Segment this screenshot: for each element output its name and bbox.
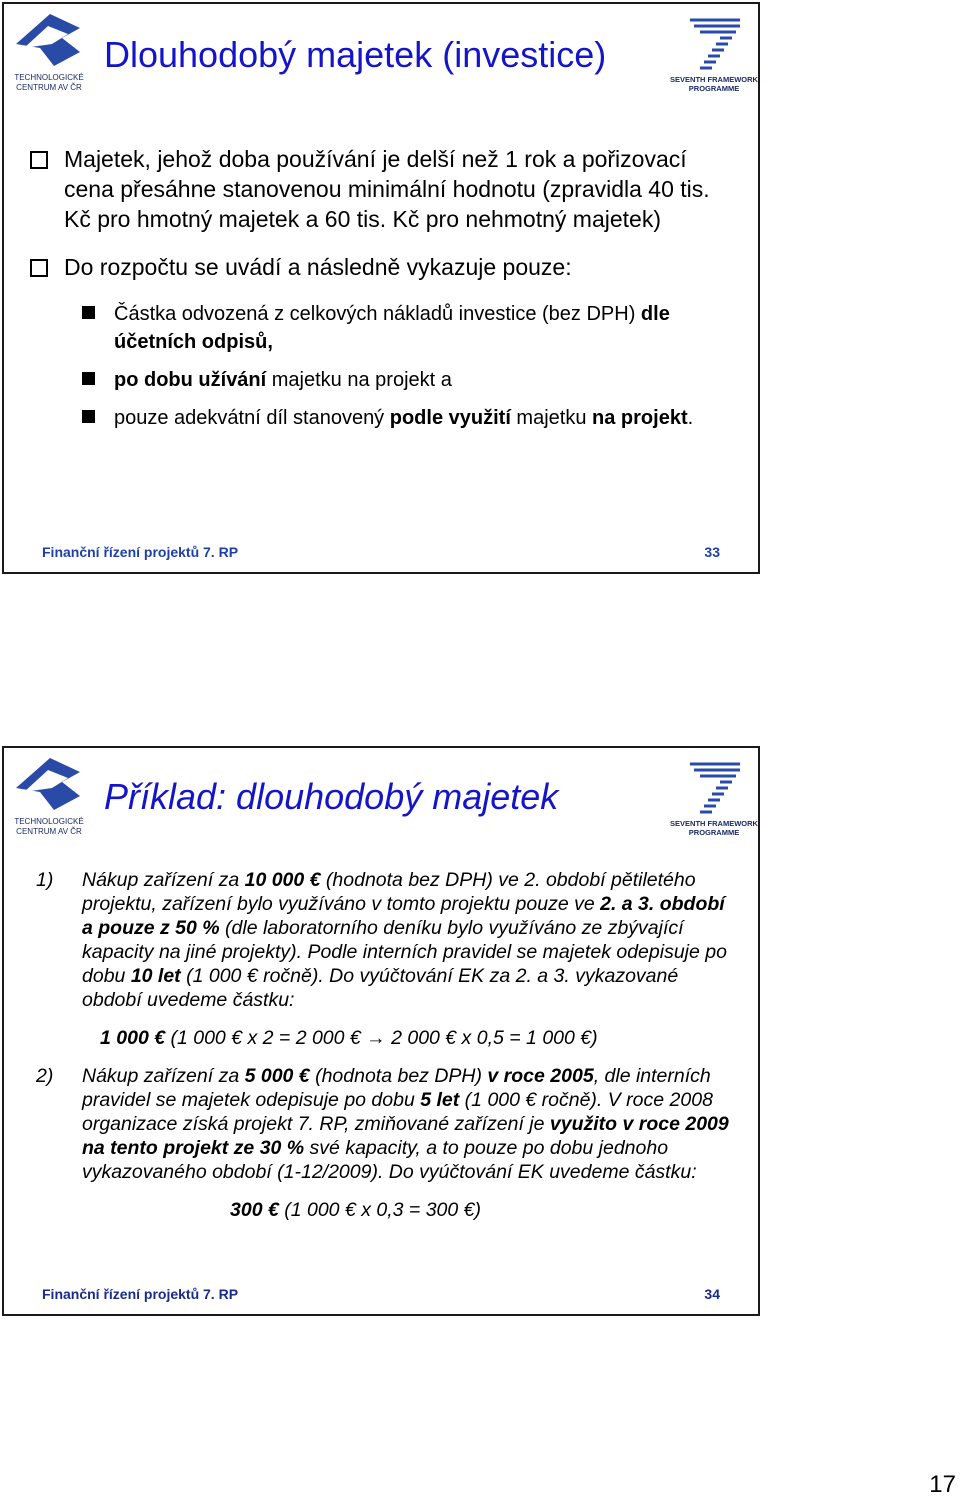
technologicke-centrum-logo xyxy=(10,752,88,838)
slide-footer xyxy=(42,544,720,560)
svg-text:CENTRUM AV ČR: CENTRUM AV ČR xyxy=(16,827,82,836)
formula-text: (1 000 € x 2 = 2 000 € → 2 000 € x 0,5 = 1 000 €) xyxy=(165,1027,598,1049)
example-text: (1 000 € ročně). Do vyúčtování EK za 2. a 3. vykazované období uvedeme částku: xyxy=(82,965,679,1011)
example-bold: 2. a 3. období a pouze z 50 % xyxy=(82,893,725,939)
hollow-square-bullet-icon xyxy=(30,259,48,277)
slide-footer xyxy=(42,1286,720,1302)
svg-text:PROGRAMME: PROGRAMME xyxy=(688,828,740,837)
example-text: Nákup zařízení za xyxy=(82,869,245,891)
sub-bullet-text: majetku xyxy=(510,407,593,429)
formula-text: (1 000 € x 0,3 = 300 €) xyxy=(278,1199,481,1221)
bullet-text: Do rozpočtu se uvádí a následně vykazuje pouze: xyxy=(64,254,572,280)
sub-bullet-item xyxy=(28,404,728,432)
sub-bullet-bold: na projekt xyxy=(592,407,688,429)
filled-square-bullet-icon xyxy=(82,372,95,385)
example-text: (hodnota bez DPH) xyxy=(309,1065,488,1087)
example-bold: 10 let xyxy=(130,965,181,987)
formula-result: 1 000 € xyxy=(100,1027,166,1049)
fp7-logo xyxy=(670,758,758,840)
slide-title: Příklad: dlouhodobý majetek xyxy=(104,776,559,817)
filled-square-bullet-icon xyxy=(82,410,95,423)
fp7-logo xyxy=(670,14,758,96)
example-bold: 10 000 € xyxy=(244,869,321,891)
slide-body xyxy=(36,868,736,1236)
svg-text:TECHNOLOGICKÉ: TECHNOLOGICKÉ xyxy=(14,73,84,82)
svg-text:CENTRUM AV ČR: CENTRUM AV ČR xyxy=(16,83,82,92)
filled-square-bullet-icon xyxy=(82,306,95,319)
example-number: 2) xyxy=(36,1065,54,1087)
bullet-item xyxy=(28,252,728,282)
example-number: 1) xyxy=(36,869,54,891)
slide-title: Dlouhodobý majetek (investice) xyxy=(104,34,607,75)
svg-text:SEVENTH FRAMEWORK: SEVENTH FRAMEWORK xyxy=(670,819,758,828)
footer-title: Finanční řízení projektů 7. RP xyxy=(42,544,239,560)
formula-2 xyxy=(36,1198,736,1222)
example-bold: 5 000 € xyxy=(244,1065,310,1087)
sub-bullet-text: pouze adekvátní díl stanovený xyxy=(114,407,390,429)
example-2 xyxy=(36,1064,736,1184)
sub-bullet-bold: dle účetních odpisů, xyxy=(114,303,670,353)
bullet-item xyxy=(28,144,728,234)
example-text: (hodnota bez DPH) ve 2. období pětiletého projektu, zařízení bylo využíváno v tomto projektu pouze ve xyxy=(82,869,696,915)
svg-text:PROGRAMME: PROGRAMME xyxy=(688,84,740,93)
page-number: 17 xyxy=(929,1471,956,1498)
slide-body xyxy=(28,144,728,442)
sub-bullet-bold: podle využití xyxy=(389,407,511,429)
example-bold: využito v roce 2009 na tento projekt ze 30 % xyxy=(82,1113,729,1159)
example-text: , dle interních pravidel se majetek odepisuje po dobu xyxy=(82,1065,711,1111)
example-bold: v roce 2005 xyxy=(487,1065,594,1087)
example-text: (1 000 € ročně). V roce 2008 organizace získá projekt 7. RP, zmiňované zařízení je xyxy=(82,1089,713,1135)
sub-bullet-text: majetku na projekt a xyxy=(266,369,452,391)
svg-text:SEVENTH FRAMEWORK: SEVENTH FRAMEWORK xyxy=(670,75,758,84)
slide-33 xyxy=(2,2,760,574)
sub-bullet-item xyxy=(28,366,728,394)
formula-1 xyxy=(36,1026,736,1050)
example-text: (dle laboratorního deníku bylo využíváno ze zbývající kapacity na jiné projekty). Podle interních pravidel se majetek odepisuje po dobu xyxy=(82,917,727,987)
svg-text:TECHNOLOGICKÉ: TECHNOLOGICKÉ xyxy=(14,817,84,826)
footer-title: Finanční řízení projektů 7. RP xyxy=(42,1286,239,1302)
formula-result: 300 € xyxy=(230,1199,279,1221)
hollow-square-bullet-icon xyxy=(30,151,48,169)
example-bold: 5 let xyxy=(420,1089,460,1111)
sub-bullet-item xyxy=(28,300,728,356)
sub-bullet-bold: po dobu užívání xyxy=(114,369,267,391)
sub-bullet-text: Částka odvozená z celkových nákladů investice (bez DPH) xyxy=(114,303,641,325)
slide-number: 33 xyxy=(704,544,720,560)
example-text: Nákup zařízení za xyxy=(82,1065,245,1087)
example-1 xyxy=(36,868,736,1012)
sub-bullet-text: . xyxy=(687,407,694,429)
technologicke-centrum-logo xyxy=(10,8,88,94)
slide-34 xyxy=(2,746,760,1316)
example-text: své kapacity, a to pouze po dobu jednoho vykazovaného období (1-12/2009). Do vyúčtování EK uvedeme částku: xyxy=(82,1137,697,1183)
bullet-text: Majetek, jehož doba používání je delší než 1 rok a pořizovací cena přesáhne stanovenou minimální hodnotu (zpravidla 40 tis. Kč pro hmotný majetek a 60 tis. Kč pro nehmotný majetek) xyxy=(64,146,710,232)
slide-number: 34 xyxy=(704,1286,720,1302)
